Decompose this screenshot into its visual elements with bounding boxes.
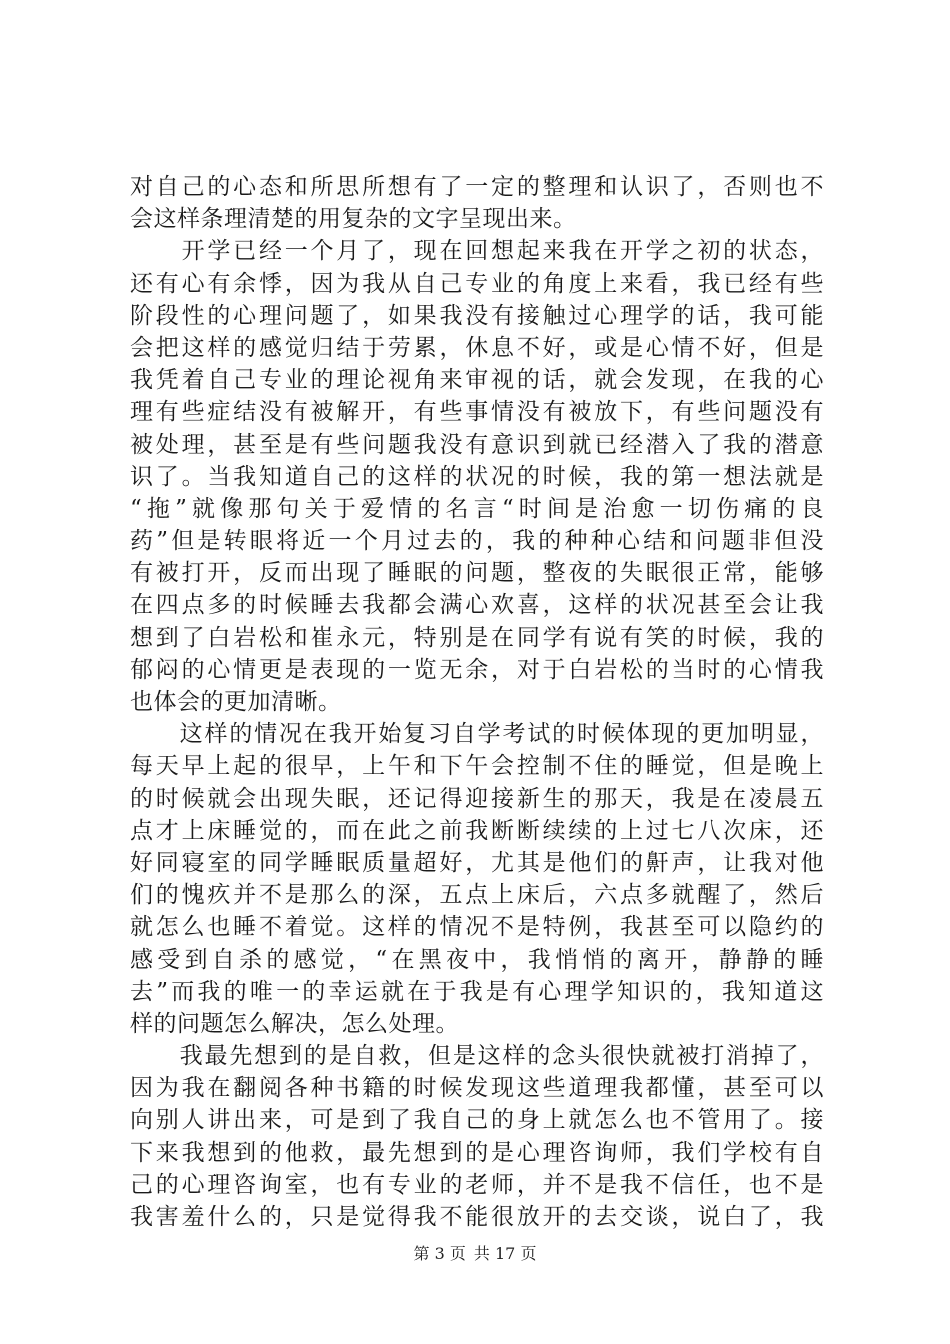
text-line: 理有些症结没有被解开，有些事情没有被放下，有些问题没有 <box>130 399 824 426</box>
text-line: 的时候就会出现失眠，还记得迎接新生的那天，我是在凌晨五 <box>130 785 824 812</box>
text-line: 我害羞什么的，只是觉得我不能很放开的去交谈，说白了，我 <box>130 1204 824 1230</box>
text-line: 这样的情况在我开始复习自学考试的时候体现的更加明显， <box>130 721 824 748</box>
text-line: 我最先想到的是自救，但是这样的念头很快就被打消掉了， <box>130 1043 824 1070</box>
text-line: 样的问题怎么解决，怎么处理。 <box>130 1010 459 1037</box>
text-line: 对自己的心态和所思所想有了一定的整理和认识了，否则也不 <box>130 174 824 200</box>
text-line: 郁闷的心情更是表现的一览无余，对于白岩松的当时的心情我 <box>130 656 824 683</box>
text-line: 们的愧疚并不是那么的深，五点上床后，六点多就醒了，然后 <box>130 882 824 909</box>
text-line: “拖”就像那句关于爱情的名言“时间是治愈一切伤痛的良 <box>130 495 824 522</box>
text-line: 点才上床睡觉的，而在此之前我断断续续的上过七八次床，还 <box>130 817 824 844</box>
text-line: 有被打开，反而出现了睡眠的问题，整夜的失眠很正常，能够 <box>130 560 824 587</box>
text-line: 每天早上起的很早，上午和下午会控制不住的睡觉，但是晚上 <box>130 753 824 780</box>
text-line: 己的心理咨询室，也有专业的老师，并不是我不信任，也不是 <box>130 1171 824 1198</box>
text-line: 在四点多的时候睡去我都会满心欢喜，这样的状况甚至会让我 <box>130 592 824 619</box>
text-line: 想到了白岩松和崔永元，特别是在同学有说有笑的时候，我的 <box>130 624 824 651</box>
total-pages: 共 17 页 <box>473 1244 537 1263</box>
text-line: 去”而我的唯一的幸运就在于我是有心理学知识的，我知道这 <box>130 978 824 1005</box>
text-line: 也体会的更加清晰。 <box>130 689 342 715</box>
text-line: 还有心有余悸，因为我从自己专业的角度上来看，我已经有些 <box>130 270 824 297</box>
body-text <box>130 171 824 1233</box>
page-footer <box>0 1241 950 1264</box>
text-line: 被处理，甚至是有些问题我没有意识到就已经潜入了我的潜意 <box>130 431 824 458</box>
text-line: 就怎么也睡不着觉。这样的情况不是特例，我甚至可以隐约的 <box>130 914 824 941</box>
text-line: 开学已经一个月了，现在回想起来我在开学之初的状态， <box>130 238 824 265</box>
text-line: 会把这样的感觉归结于劳累，休息不好，或是心情不好，但是 <box>130 334 824 361</box>
text-line: 药”但是转眼将近一个月过去的，我的种种心结和问题非但没 <box>130 528 824 555</box>
text-line: 我凭着自己专业的理论视角来审视的话，就会发现，在我的心 <box>130 367 824 394</box>
text-line: 向别人讲出来，可是到了我自己的身上就怎么也不管用了。接 <box>130 1107 824 1134</box>
text-line: 阶段性的心理问题了，如果我没有接触过心理学的话，我可能 <box>130 302 824 329</box>
text-line: 因为我在翻阅各种书籍的时候发现这些道理我都懂，甚至可以 <box>130 1075 824 1102</box>
text-line: 识了。当我知道自己的这样的状况的时候，我的第一想法就是 <box>130 463 824 490</box>
text-line: 好同寝室的同学睡眠质量超好，尤其是他们的鼾声，让我对他 <box>130 849 824 876</box>
text-line: 下来我想到的他救，最先想到的是心理咨询师，我们学校有自 <box>130 1139 824 1166</box>
page-number: 第 3 页 <box>413 1244 466 1263</box>
text-line: 会这样条理清楚的用复杂的文字呈现出来。 <box>130 206 577 233</box>
text-line: 感受到自杀的感觉，“在黑夜中，我悄悄的离开，静静的睡 <box>130 946 824 973</box>
